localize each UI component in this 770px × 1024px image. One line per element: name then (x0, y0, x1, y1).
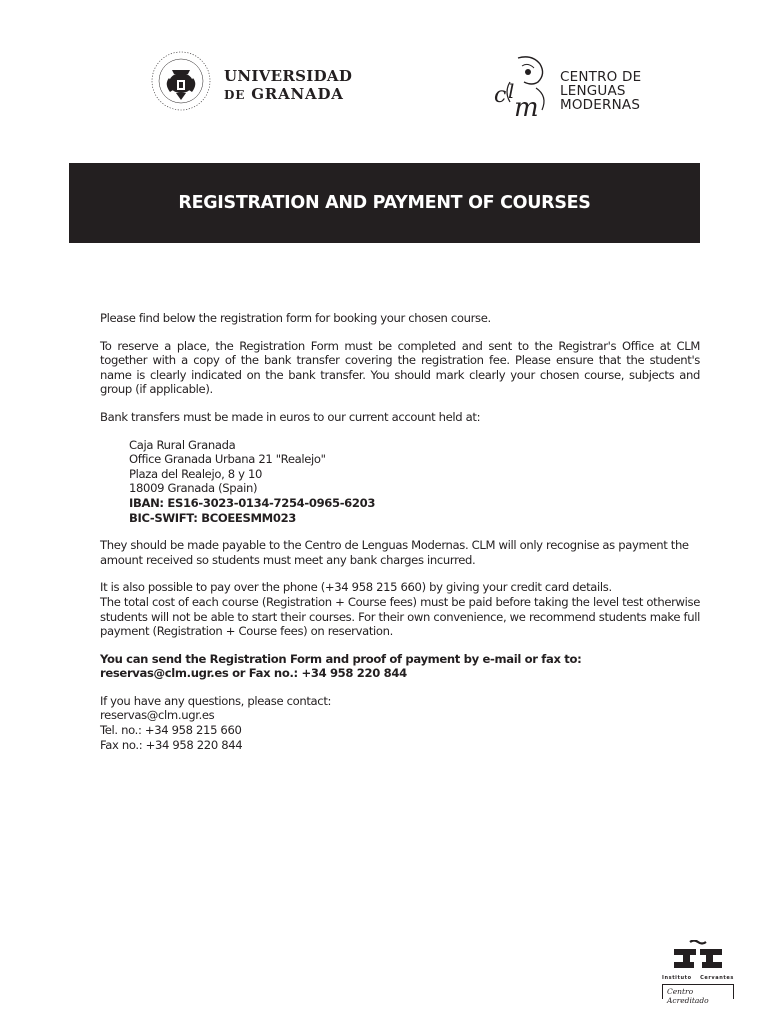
bank-swift: BIC-SWIFT: BCOEESMM023 (129, 510, 297, 525)
university-name-city: GRANADA (251, 85, 344, 103)
contact-intro: If you have any questions, please contact: (100, 693, 332, 708)
contact-fax: Fax no.: +34 958 220 844 (100, 737, 243, 752)
svg-text:l: l (508, 79, 515, 103)
university-of-granada-logo (150, 50, 353, 120)
instituto-cervantes-name (662, 975, 734, 981)
university-name-de: DE (224, 88, 246, 102)
bank-office: Office Granada Urbana 21 "Realejo" (129, 452, 326, 467)
svg-text:m: m (514, 93, 539, 122)
university-seal-icon (150, 50, 212, 112)
payable-paragraph: They should be made payable to the Centro de Lenguas Modernas. CLM will only recognise as payment the amount received so students must meet any bank charges incurred. (100, 538, 689, 567)
page-title: REGISTRATION AND PAYMENT OF COURSES (178, 193, 591, 213)
svg-text:c: c (494, 83, 507, 108)
intro-paragraph: Please find below the registration form for booking your chosen course. (100, 311, 491, 325)
full-payment-text: The total cost of each course (Registration + Course fees) must be paid before taking the level test otherwise students will not be able to start their courses. For their own convenience, we recommend students make full payment (Registration + Course fees) on reservation. (100, 594, 700, 639)
instituto-cervantes-badge (662, 940, 734, 1005)
clm-logo-icon (488, 52, 554, 122)
accreditation-box (662, 984, 734, 1005)
reserve-paragraph: To reserve a place, the Registration Form must be completed and sent to the Registrar's Office at CLM together with a copy of the bank transfer covering the registration fee. Please ensure that the student's name is clearly indicated on the bank transfer. You should mark clearly your chosen course, subjects and group (if applicable). (100, 338, 700, 397)
phone-payment-line: It is also possible to pay over the phone (+34 958 215 660) by giving your credit card details. (100, 580, 612, 595)
send-notice-line2: reservas@clm.ugr.es or Fax no.: +34 958 220 844 (100, 666, 407, 681)
bank-name: Caja Rural Granada (129, 437, 236, 452)
send-notice (100, 652, 700, 681)
university-name-line1: UNIVERSIDAD (224, 67, 353, 85)
title-banner (69, 163, 700, 243)
centre-name-line3: MODERNAS (560, 97, 641, 113)
bank-city: 18009 Granada (Spain) (129, 481, 258, 496)
bank-iban: IBAN: ES16-3023-0134-7254-0965-6203 (129, 495, 376, 510)
cervantes-label: Cervantes (700, 975, 734, 981)
bank-address (129, 438, 700, 526)
accreditation-label: Centro Acreditado (667, 987, 709, 1005)
phone-paragraph (100, 580, 700, 638)
bank-street: Plaza del Realejo, 8 y 10 (129, 466, 263, 481)
send-notice-line1: You can send the Registration Form and proof of payment by e-mail or fax to: (100, 651, 582, 666)
instituto-cervantes-logo-icon (672, 940, 724, 974)
centre-name (560, 70, 641, 112)
contact-email: reservas@clm.ugr.es (100, 708, 215, 723)
bank-intro-paragraph: Bank transfers must be made in euros to our current account held at: (100, 409, 481, 424)
centre-name-line2: LENGUAS (560, 83, 626, 99)
university-name (224, 67, 352, 104)
university-name-line2 (224, 85, 352, 104)
centro-de-lenguas-modernas-logo (488, 52, 658, 126)
contact-tel: Tel. no.: +34 958 215 660 (100, 723, 242, 738)
document-body (100, 311, 700, 765)
contact-block (100, 694, 700, 752)
instituto-label: Instituto (662, 975, 692, 981)
centre-name-line1: CENTRO DE (560, 69, 642, 85)
